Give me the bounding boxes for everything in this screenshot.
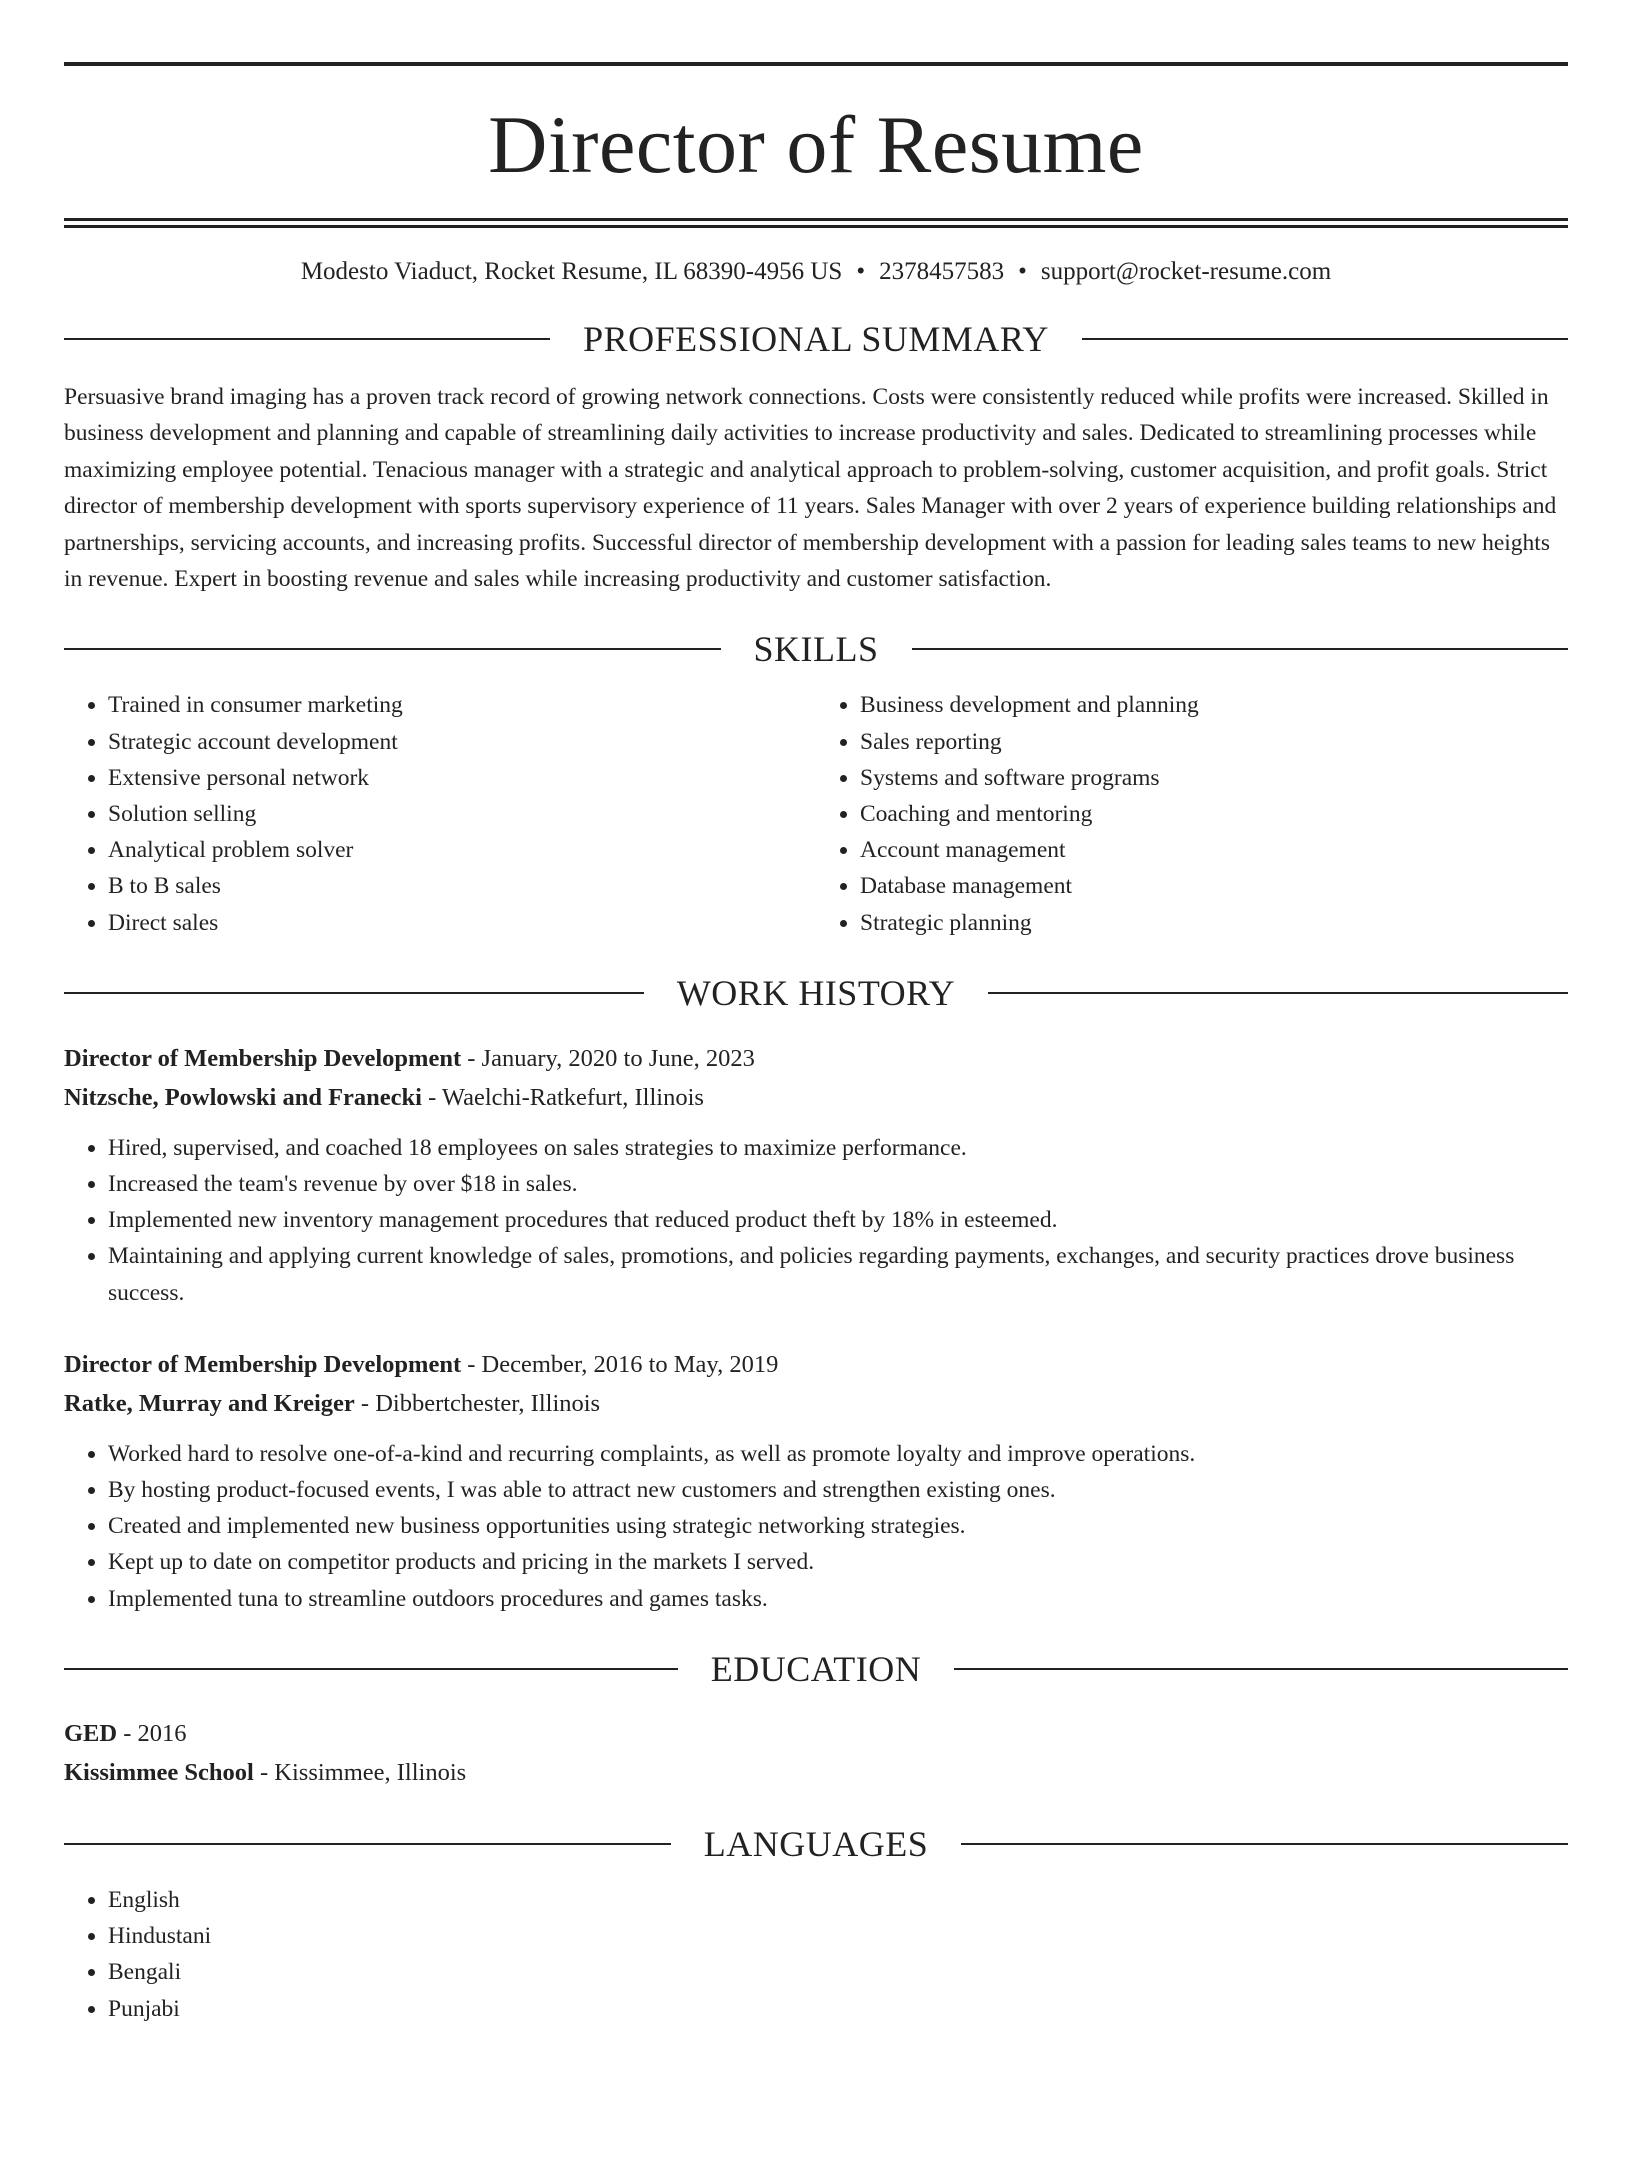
skill-item: • Systems and software programs — [860, 760, 1568, 796]
skill-item: • Database management — [860, 868, 1568, 904]
skills-column-left — [64, 687, 816, 940]
skill-item: • Trained in consumer marketing — [108, 687, 816, 723]
education-school-line — [64, 1753, 1568, 1792]
language-item: • English — [108, 1882, 1568, 1918]
skill-item: • Direct sales — [108, 905, 816, 941]
job-entry — [64, 1039, 1568, 1311]
section-header-summary — [64, 321, 1568, 357]
job-bullet: • Hired, supervised, and coached 18 employees on sales strategies to maximize performance. — [108, 1130, 1568, 1166]
job-bullet: • Implemented new inventory management procedures that reduced product theft by 18% in esteemed. — [108, 1202, 1568, 1238]
job-dates: - December, 2016 to May, 2019 — [461, 1350, 779, 1378]
header-double-rule — [64, 218, 1568, 228]
job-title-line — [64, 1345, 1568, 1384]
job-company-line — [64, 1384, 1568, 1423]
job-company: Nitzsche, Powlowski and Franecki — [64, 1083, 422, 1111]
skill-item: • Coaching and mentoring — [860, 796, 1568, 832]
contact-address: Modesto Viaduct, Rocket Resume, IL 68390-4956 US — [300, 258, 843, 285]
job-location: - Dibbertchester, Illinois — [354, 1389, 601, 1417]
section-rule — [64, 1843, 671, 1845]
section-title: WORK HISTORY — [676, 972, 956, 1013]
skill-item: • Solution selling — [108, 796, 816, 832]
language-item: • Bengali — [108, 1954, 1568, 1990]
job-bullets — [64, 1130, 1568, 1311]
skill-item: • Extensive personal network — [108, 760, 816, 796]
contact-separator: • — [856, 258, 866, 285]
section-rule — [64, 992, 644, 994]
skill-item: • Business development and planning — [860, 687, 1568, 723]
skills-list-right — [816, 687, 1568, 940]
skill-item: • Strategic planning — [860, 905, 1568, 941]
skills-columns — [64, 687, 1568, 940]
section-title: LANGUAGES — [703, 1823, 929, 1864]
job-title: Director of Membership Development — [64, 1350, 462, 1378]
candidate-name: Director of Resume — [488, 99, 1144, 190]
section-header-education — [64, 1648, 1568, 1689]
section-rule — [64, 648, 721, 650]
job-bullet: • Created and implemented new business opportunities using strategic networking strategies. — [108, 1508, 1568, 1544]
education-degree: GED — [64, 1719, 118, 1747]
job-entry — [64, 1345, 1568, 1617]
contact-separator: • — [1018, 258, 1027, 285]
job-bullet: • By hosting product-focused events, I was able to attract new customers and strengthen existing ones. — [108, 1472, 1568, 1508]
resume-page — [0, 62, 1632, 2174]
job-bullets — [64, 1436, 1568, 1617]
section-rule — [988, 992, 1568, 994]
job-company-line — [64, 1078, 1568, 1117]
section-header-skills — [64, 629, 1568, 670]
job-bullet: • Implemented tuna to streamline outdoors procedures and games tasks. — [108, 1581, 1568, 1617]
job-bullet: • Kept up to date on competitor products and pricing in the markets I served. — [108, 1544, 1568, 1580]
skills-column-right — [816, 687, 1568, 940]
summary-text: Persuasive brand imaging has a proven track record of growing network connections. Costs were consistently reduced while profits were increased. Skilled in business development and planning and capable of streamlining daily activities to increase productivity and sales. Dedicated to streamlining processes while maximizing employee potential. Tenacious manager with a strategic and analytical approach to problem-solving, customer acquisition, and profit goals. Strict director of membership development with sports supervisory experience of 11 years. Sales Manager with over 2 years of experience building relationships and partnerships, servicing accounts, and increasing profits. Successful director of membership development with a passion for leading sales teams to new heights in revenue. Expert in boosting revenue and sales while increasing productivity and customer satisfaction. — [64, 384, 1557, 593]
top-rule — [64, 62, 1568, 66]
education-school: Kissimmee School — [64, 1758, 254, 1786]
skill-item: • Analytical problem solver — [108, 832, 816, 868]
section-rule — [1082, 338, 1568, 340]
skill-item: • Account management — [860, 832, 1568, 868]
job-bullet: • Increased the team's revenue by over $18 in sales. — [108, 1166, 1568, 1202]
education-entry — [64, 1714, 1568, 1792]
skill-item: • Strategic account development — [108, 724, 816, 760]
education-year: - 2016 — [117, 1719, 187, 1747]
section-header-languages — [64, 1823, 1568, 1864]
job-bullet: • Maintaining and applying current knowledge of sales, promotions, and policies regarding payments, exchanges, and security practices drove business success. — [108, 1238, 1568, 1310]
section-rule — [954, 1668, 1568, 1670]
contact-email: support@rocket-resume.com — [1040, 258, 1332, 285]
job-location: - Waelchi-Ratkefurt, Illinois — [421, 1083, 704, 1111]
section-title: PROFESSIONAL SUMMARY — [583, 319, 1049, 359]
job-bullet: • Worked hard to resolve one-of-a-kind and recurring complaints, as well as promote loyalty and improve operations. — [108, 1436, 1568, 1472]
education-degree-line — [64, 1714, 1568, 1753]
section-title: SKILLS — [753, 629, 879, 670]
education-location: - Kissimmee, Illinois — [253, 1758, 467, 1786]
job-company: Ratke, Murray and Kreiger — [64, 1389, 355, 1417]
section-rule — [961, 1843, 1568, 1845]
job-dates: - January, 2020 to June, 2023 — [461, 1044, 755, 1072]
section-rule — [912, 648, 1569, 650]
section-rule — [64, 338, 550, 340]
section-rule — [64, 1668, 678, 1670]
contact-line — [64, 257, 1568, 287]
skill-item: • B to B sales — [108, 868, 816, 904]
language-item: • Punjabi — [108, 1991, 1568, 2027]
languages-list — [64, 1882, 1568, 2027]
language-item: • Hindustani — [108, 1918, 1568, 1954]
skill-item: • Sales reporting — [860, 724, 1568, 760]
section-title: EDUCATION — [710, 1648, 922, 1689]
contact-phone: 2378457583 — [879, 258, 1005, 285]
job-title-line — [64, 1039, 1568, 1078]
skills-list-left — [64, 687, 816, 940]
section-header-work-history — [64, 972, 1568, 1013]
job-title: Director of Membership Development — [64, 1044, 462, 1072]
